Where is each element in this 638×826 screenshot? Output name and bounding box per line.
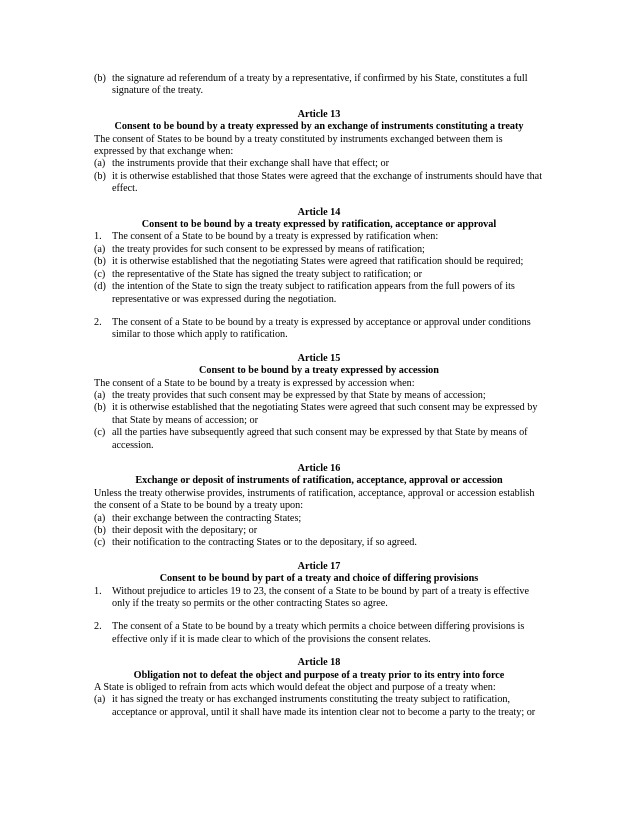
clause-label: (b) (94, 256, 106, 268)
clause-text: their exchange between the contracting States; (112, 512, 302, 524)
paragraph-text: The consent of a State to be bound by a treaty is expressed by acceptance or approval under conditions similar to those which apply to ratification. (112, 316, 531, 341)
clause-item (94, 390, 544, 402)
clause-text: their notification to the contracting States or to the depositary, if so agreed. (112, 537, 417, 549)
paragraph-text: Without prejudice to articles 19 to 23, the consent of a State to be bound by part of a treaty is effective only if the treaty so permits or the other contracting States so agree. (112, 585, 529, 610)
article-title: Consent to be bound by part of a treaty and choice of differing provisions (159, 573, 479, 585)
article-intro: The consent of States to be bound by a treaty constituted by instruments exchanged between them is expressed by that exchange when: (94, 133, 503, 158)
clause-item (94, 269, 544, 281)
clause-item (94, 281, 544, 306)
numbered-paragraph (94, 621, 544, 646)
paragraph-spacer (94, 610, 544, 621)
article-number: Article 17 (297, 560, 341, 572)
clause-text: it has signed the treaty or has exchanged instruments constituting the treaty subject to ratification, acceptance or approval, until it shall have made its intention clear not to become a party to the treaty; or (112, 694, 536, 718)
clause-item (94, 525, 544, 537)
article-intro: Unless the treaty otherwise provides, instruments of ratification, acceptance, approval or accession establish the consent of a State to be bound by a treaty upon: (94, 487, 535, 512)
clause-text: the representative of the State has signed the treaty subject to ratification; or (112, 268, 423, 280)
article-number: Article 15 (297, 352, 341, 364)
article-number: Article 16 (297, 462, 341, 474)
clause-label: (b) (94, 73, 106, 84)
clause-item (94, 427, 544, 452)
paragraph-number: 2. (94, 316, 102, 328)
paragraph-spacer (94, 306, 544, 317)
clause-item (94, 694, 544, 719)
clause-item (94, 537, 544, 549)
clause-text: the treaty provides that such consent may be expressed by that State by means of accession; (112, 389, 486, 401)
clause-item (94, 158, 544, 170)
clause-item (94, 171, 544, 196)
clause-text: it is otherwise established that the negotiating States were agreed that such consent may be expressed by that State by means of accession; or (112, 402, 538, 426)
clause-text: their deposit with the depositary; or (112, 525, 258, 536)
article-title: Exchange or deposit of instruments of ratification, acceptance, approval or accession (135, 475, 503, 487)
paragraph-text: The consent of a State to be bound by a treaty which permits a choice between differing provisions is effective only if it is made clear to which of the provisions the consent relates. (112, 621, 525, 645)
clause-text: it is otherwise established that the negotiating States were agreed that ratification should be required; (112, 256, 524, 268)
article-title: Consent to be bound by a treaty expressed by ratification, acceptance or approval (141, 219, 497, 231)
clause-item (94, 73, 544, 98)
article-intro: A State is obliged to refrain from acts which would defeat the object and purpose of a treaty when: (94, 682, 496, 694)
paragraph-number: 1. (94, 585, 102, 597)
clause-label: (b) (94, 525, 106, 536)
article-number: Article 13 (297, 108, 341, 120)
numbered-paragraph (94, 231, 544, 243)
article-title: Consent to be bound by a treaty expressed by an exchange of instruments constituting a treaty (114, 121, 524, 133)
clause-label: (b) (94, 402, 106, 414)
clause-text: the intention of the State to sign the treaty subject to ratification appears from the full powers of its representative or was expressed during the negotiation. (112, 281, 515, 305)
clause-text: the signature ad referendum of a treaty by a representative, if confirmed by his State, constitutes a full signature of the treaty. (112, 73, 528, 97)
article-number: Article 14 (297, 206, 341, 218)
clause-label: (a) (94, 512, 106, 524)
numbered-paragraph (94, 317, 544, 342)
clause-text: all the parties have subsequently agreed that such consent may be expressed by that State by means of accession. (112, 427, 528, 451)
clause-label: (a) (94, 243, 106, 255)
clause-item (94, 244, 544, 256)
clause-item (94, 513, 544, 525)
clause-label: (c) (94, 427, 106, 439)
paragraph-number: 2. (94, 621, 102, 633)
numbered-paragraph (94, 586, 544, 611)
document-page (94, 73, 544, 719)
article-title: Consent to be bound by a treaty expressed by accession (199, 365, 439, 377)
clause-label: (c) (94, 537, 106, 549)
clause-label: (b) (94, 170, 106, 182)
clause-label: (a) (94, 158, 106, 170)
clause-text: the treaty provides for such consent to be expressed by means of ratification; (112, 243, 425, 255)
clause-label: (a) (94, 389, 106, 401)
clause-item (94, 256, 544, 268)
clause-text: it is otherwise established that those States were agreed that the exchange of instruments should have that effect. (112, 170, 543, 195)
article-title: Obligation not to defeat the object and purpose of a treaty prior to its entry into force (133, 669, 505, 681)
article-number: Article 18 (297, 657, 341, 669)
clause-item (94, 402, 544, 427)
clause-label: (a) (94, 694, 106, 706)
clause-label: (c) (94, 268, 106, 280)
clause-text: the instruments provide that their exchange shall have that effect; or (112, 158, 390, 170)
article-intro: The consent of a State to be bound by a treaty is expressed by accession when: (94, 377, 415, 389)
paragraph-text: The consent of a State to be bound by a treaty is expressed by ratification when: (112, 231, 439, 243)
paragraph-number: 1. (94, 231, 102, 243)
clause-label: (d) (94, 281, 106, 293)
